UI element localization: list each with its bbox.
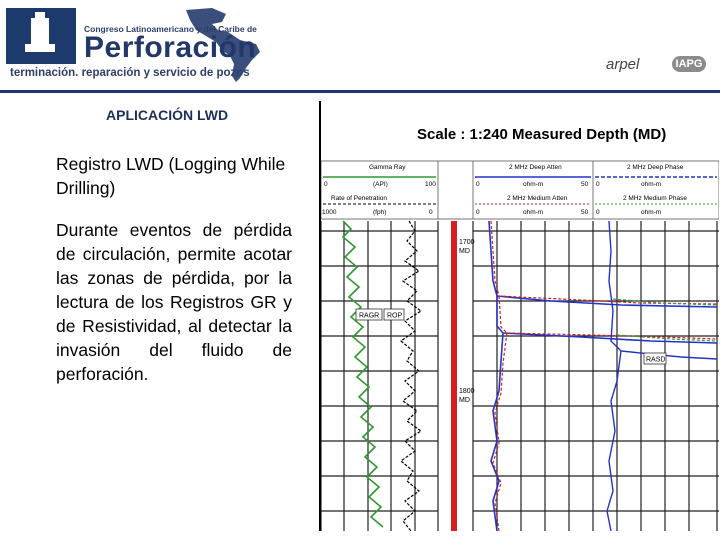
- depth-label-1800: 1800: [459, 388, 475, 395]
- medium-phase-min: 0: [596, 209, 600, 216]
- gr-tag-label: RAGR: [359, 312, 380, 320]
- scale-title: Scale : 1:240 Measured Depth (MD): [417, 126, 667, 143]
- medium-phase-unit: ohm-m: [641, 209, 662, 216]
- rop-tag-label: ROP: [387, 312, 403, 320]
- deep-atten-unit: ohm-m: [523, 181, 544, 188]
- deep-atten-min: 0: [476, 181, 480, 188]
- logo-emblem: [6, 8, 76, 64]
- rop-tag: [384, 309, 404, 320]
- gr-min: 0: [324, 181, 328, 188]
- deep-phase-name: 2 MHz Deep Phase: [627, 164, 684, 171]
- depth-label-1700: 1700: [459, 239, 475, 246]
- rop-curve-name: Rate of Penetration: [331, 195, 388, 202]
- medium-atten-name: 2 MHz Medium Atten: [507, 195, 568, 202]
- logo-tagline: terminación. reparación y servicio de pozos: [10, 67, 250, 79]
- track-headers: [321, 161, 719, 219]
- rop-min: 1000: [322, 209, 337, 216]
- deep-phase-min: 0: [596, 181, 600, 188]
- depth-unit-1800: MD: [459, 397, 470, 404]
- medium-atten-unit: ohm-m: [523, 209, 544, 216]
- depth-unit-1700: MD: [459, 248, 470, 255]
- medium-phase-name: 2 MHz Medium Phase: [623, 195, 687, 202]
- gr-tag: [356, 309, 382, 320]
- paragraph-lwd-definition: Registro LWD (Logging While Drilling): [56, 154, 286, 198]
- gr-max: 100: [425, 181, 436, 188]
- rop-max: 0: [429, 209, 433, 216]
- header: [0, 0, 720, 95]
- deep-phase-unit: ohm-m: [641, 181, 662, 188]
- gr-curve-name: Gamma Ray: [369, 164, 406, 171]
- deep-atten-max: 50: [581, 181, 589, 188]
- res-tag: [644, 353, 666, 364]
- gr-unit: (API): [373, 181, 388, 188]
- iapg-logo: IAPG: [672, 56, 706, 72]
- rop-unit: (fph): [373, 209, 387, 216]
- lwd-log-figure: [319, 101, 719, 531]
- logo-wordmark: Perforación: [84, 31, 257, 64]
- logo-top-line: Congreso Latinoamericano y del Caribe de: [84, 24, 257, 34]
- medium-atten-max: 50: [581, 209, 589, 216]
- slide-title: APLICACIÓN LWD: [106, 107, 229, 123]
- deep-atten-name: 2 MHz Deep Atten: [509, 164, 562, 171]
- log-grid: [321, 221, 719, 531]
- medium-atten-min: 0: [476, 209, 480, 216]
- header-divider: [0, 90, 720, 93]
- arpel-logo: arpel: [606, 56, 640, 73]
- res-tag-label: RASD: [646, 356, 666, 364]
- paragraph-lwd-application: Durante eventos de pérdida de circulación, permite acotar las zonas de pérdida, por la lectura de los Registros GR y de Resistividad, al detectar la invasión del fluido de perforación.: [56, 220, 292, 384]
